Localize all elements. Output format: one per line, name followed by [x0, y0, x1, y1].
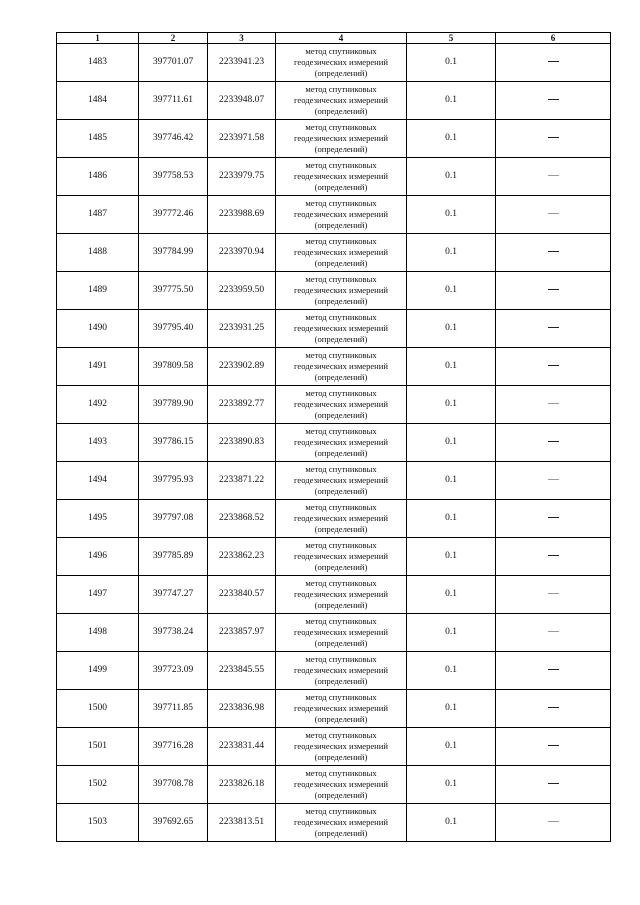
point-number-cell: 1493 [57, 424, 139, 462]
dash-mark [548, 441, 559, 442]
table-row [57, 272, 611, 310]
table-row [57, 120, 611, 158]
dash-mark [548, 631, 559, 632]
table-row [57, 386, 611, 424]
coord-y-cell: 2233971.58 [208, 120, 276, 158]
note-text [559, 665, 560, 666]
header-col-1: 1 [57, 33, 139, 44]
precision-cell: 0.1 [407, 576, 496, 614]
coord-y-cell: 2233892.77 [208, 386, 276, 424]
dash-mark [548, 783, 559, 784]
dash-mark [548, 251, 559, 252]
precision-cell: 0.1 [407, 652, 496, 690]
note-text [559, 589, 560, 590]
coord-x-cell: 397795.93 [139, 462, 208, 500]
note-cell [496, 538, 611, 576]
point-number-cell: 1484 [57, 82, 139, 120]
coord-y-cell: 2233845.55 [208, 652, 276, 690]
method-cell: метод спутниковых геодезических измерений (определений) [276, 120, 407, 158]
precision-cell: 0.1 [407, 120, 496, 158]
coord-y-cell: 2233970.94 [208, 234, 276, 272]
document-page [56, 32, 610, 842]
dash-mark [548, 365, 559, 366]
dash-mark [548, 403, 559, 404]
note-text [559, 95, 560, 96]
coord-y-cell: 2233868.52 [208, 500, 276, 538]
note-cell [496, 766, 611, 804]
header-col-6: 6 [496, 33, 611, 44]
table-row [57, 196, 611, 234]
note-text [559, 399, 560, 400]
precision-cell: 0.1 [407, 386, 496, 424]
method-cell: метод спутниковых геодезических измерений (определений) [276, 462, 407, 500]
note-cell [496, 462, 611, 500]
precision-cell: 0.1 [407, 500, 496, 538]
note-cell [496, 158, 611, 196]
header-col-4: 4 [276, 33, 407, 44]
precision-cell: 0.1 [407, 82, 496, 120]
method-cell: метод спутниковых геодезических измерений (определений) [276, 652, 407, 690]
coord-y-cell: 2233862.23 [208, 538, 276, 576]
coord-y-cell: 2233988.69 [208, 196, 276, 234]
table-row [57, 652, 611, 690]
note-text [559, 57, 560, 58]
note-text [559, 817, 560, 818]
point-number-cell: 1502 [57, 766, 139, 804]
precision-cell: 0.1 [407, 234, 496, 272]
dash-mark [548, 517, 559, 518]
coord-x-cell: 397692.65 [139, 804, 208, 842]
note-text [559, 133, 560, 134]
method-cell: метод спутниковых геодезических измерений (определений) [276, 234, 407, 272]
dash-mark [548, 745, 559, 746]
note-text [559, 285, 560, 286]
coord-y-cell: 2233902.89 [208, 348, 276, 386]
table-row [57, 500, 611, 538]
table-row [57, 82, 611, 120]
dash-mark [548, 213, 559, 214]
note-text [559, 171, 560, 172]
coord-x-cell: 397708.78 [139, 766, 208, 804]
method-cell: метод спутниковых геодезических измерений (определений) [276, 690, 407, 728]
dash-mark [548, 137, 559, 138]
point-number-cell: 1499 [57, 652, 139, 690]
note-text [559, 703, 560, 704]
method-cell: метод спутниковых геодезических измерений (определений) [276, 576, 407, 614]
point-number-cell: 1497 [57, 576, 139, 614]
note-cell [496, 424, 611, 462]
coord-x-cell: 397797.08 [139, 500, 208, 538]
method-cell: метод спутниковых геодезических измерений (определений) [276, 538, 407, 576]
precision-cell: 0.1 [407, 766, 496, 804]
coord-x-cell: 397758.53 [139, 158, 208, 196]
note-cell [496, 386, 611, 424]
note-cell [496, 196, 611, 234]
dash-mark [548, 327, 559, 328]
header-col-5: 5 [407, 33, 496, 44]
note-text [559, 513, 560, 514]
header-col-3: 3 [208, 33, 276, 44]
dash-mark [548, 669, 559, 670]
precision-cell: 0.1 [407, 424, 496, 462]
note-text [559, 475, 560, 476]
coord-x-cell: 397747.27 [139, 576, 208, 614]
point-number-cell: 1488 [57, 234, 139, 272]
note-cell [496, 576, 611, 614]
dash-mark [548, 593, 559, 594]
dash-mark [548, 289, 559, 290]
method-cell: метод спутниковых геодезических измерений (определений) [276, 272, 407, 310]
method-cell: метод спутниковых геодезических измерений (определений) [276, 196, 407, 234]
point-number-cell: 1486 [57, 158, 139, 196]
note-cell [496, 728, 611, 766]
method-cell: метод спутниковых геодезических измерений (определений) [276, 766, 407, 804]
coord-y-cell: 2233857.97 [208, 614, 276, 652]
method-cell: метод спутниковых геодезических измерений (определений) [276, 804, 407, 842]
table-row [57, 766, 611, 804]
point-number-cell: 1498 [57, 614, 139, 652]
method-cell: метод спутниковых геодезических измерений (определений) [276, 44, 407, 82]
table-row [57, 158, 611, 196]
coord-x-cell: 397716.28 [139, 728, 208, 766]
header-col-2: 2 [139, 33, 208, 44]
coord-y-cell: 2233831.44 [208, 728, 276, 766]
method-cell: метод спутниковых геодезических измерений (определений) [276, 500, 407, 538]
note-cell [496, 120, 611, 158]
note-text [559, 551, 560, 552]
coord-y-cell: 2233836.98 [208, 690, 276, 728]
coord-y-cell: 2233979.75 [208, 158, 276, 196]
precision-cell: 0.1 [407, 348, 496, 386]
dash-mark [548, 479, 559, 480]
precision-cell: 0.1 [407, 462, 496, 500]
note-text [559, 247, 560, 248]
table-row [57, 728, 611, 766]
point-number-cell: 1490 [57, 310, 139, 348]
coord-x-cell: 397795.40 [139, 310, 208, 348]
method-cell: метод спутниковых геодезических измерений (определений) [276, 614, 407, 652]
note-cell [496, 690, 611, 728]
dash-mark [548, 821, 559, 822]
note-cell [496, 234, 611, 272]
note-text [559, 209, 560, 210]
table-row [57, 538, 611, 576]
table-row [57, 424, 611, 462]
precision-cell: 0.1 [407, 196, 496, 234]
table-row [57, 614, 611, 652]
coord-x-cell: 397772.46 [139, 196, 208, 234]
precision-cell: 0.1 [407, 728, 496, 766]
point-number-cell: 1483 [57, 44, 139, 82]
point-number-cell: 1485 [57, 120, 139, 158]
point-number-cell: 1492 [57, 386, 139, 424]
coord-y-cell: 2233890.83 [208, 424, 276, 462]
note-cell [496, 272, 611, 310]
dash-mark [548, 99, 559, 100]
method-cell: метод спутниковых геодезических измерений (определений) [276, 158, 407, 196]
precision-cell: 0.1 [407, 272, 496, 310]
note-text [559, 741, 560, 742]
point-number-cell: 1487 [57, 196, 139, 234]
method-cell: метод спутниковых геодезических измерений (определений) [276, 82, 407, 120]
coord-x-cell: 397711.61 [139, 82, 208, 120]
precision-cell: 0.1 [407, 690, 496, 728]
method-cell: метод спутниковых геодезических измерений (определений) [276, 386, 407, 424]
coord-y-cell: 2233826.18 [208, 766, 276, 804]
coord-x-cell: 397701.07 [139, 44, 208, 82]
note-cell [496, 652, 611, 690]
dash-mark [548, 555, 559, 556]
table-row [57, 234, 611, 272]
point-number-cell: 1494 [57, 462, 139, 500]
note-cell [496, 614, 611, 652]
coord-y-cell: 2233813.51 [208, 804, 276, 842]
table-body [57, 44, 611, 842]
point-number-cell: 1489 [57, 272, 139, 310]
table-row [57, 690, 611, 728]
point-number-cell: 1501 [57, 728, 139, 766]
table-row [57, 44, 611, 82]
point-number-cell: 1503 [57, 804, 139, 842]
note-text [559, 779, 560, 780]
coord-y-cell: 2233941.23 [208, 44, 276, 82]
coord-y-cell: 2233840.57 [208, 576, 276, 614]
precision-cell: 0.1 [407, 614, 496, 652]
dash-mark [548, 61, 559, 62]
method-cell: метод спутниковых геодезических измерений (определений) [276, 348, 407, 386]
dash-mark [548, 707, 559, 708]
note-cell [496, 348, 611, 386]
coord-y-cell: 2233871.22 [208, 462, 276, 500]
coord-x-cell: 397711.85 [139, 690, 208, 728]
table-row [57, 462, 611, 500]
note-cell [496, 500, 611, 538]
coord-x-cell: 397784.99 [139, 234, 208, 272]
precision-cell: 0.1 [407, 158, 496, 196]
note-text [559, 627, 560, 628]
method-cell: метод спутниковых геодезических измерений (определений) [276, 728, 407, 766]
coord-x-cell: 397746.42 [139, 120, 208, 158]
method-cell: метод спутниковых геодезических измерений (определений) [276, 424, 407, 462]
precision-cell: 0.1 [407, 538, 496, 576]
coord-x-cell: 397785.89 [139, 538, 208, 576]
precision-cell: 0.1 [407, 44, 496, 82]
note-text [559, 361, 560, 362]
point-number-cell: 1496 [57, 538, 139, 576]
coord-x-cell: 397789.90 [139, 386, 208, 424]
note-cell [496, 82, 611, 120]
note-cell [496, 44, 611, 82]
coord-y-cell: 2233948.07 [208, 82, 276, 120]
note-cell [496, 804, 611, 842]
note-text [559, 323, 560, 324]
table-header-row [57, 33, 611, 44]
table-row [57, 804, 611, 842]
point-number-cell: 1491 [57, 348, 139, 386]
coord-x-cell: 397738.24 [139, 614, 208, 652]
coord-x-cell: 397775.50 [139, 272, 208, 310]
coord-x-cell: 397723.09 [139, 652, 208, 690]
table-row [57, 348, 611, 386]
point-number-cell: 1500 [57, 690, 139, 728]
dash-mark [548, 175, 559, 176]
precision-cell: 0.1 [407, 804, 496, 842]
coord-y-cell: 2233959.50 [208, 272, 276, 310]
point-number-cell: 1495 [57, 500, 139, 538]
coord-y-cell: 2233931.25 [208, 310, 276, 348]
coord-x-cell: 397786.15 [139, 424, 208, 462]
coord-x-cell: 397809.58 [139, 348, 208, 386]
precision-cell: 0.1 [407, 310, 496, 348]
method-cell: метод спутниковых геодезических измерений (определений) [276, 310, 407, 348]
table-row [57, 576, 611, 614]
note-cell [496, 310, 611, 348]
note-text [559, 437, 560, 438]
coordinates-table [56, 32, 611, 842]
table-row [57, 310, 611, 348]
